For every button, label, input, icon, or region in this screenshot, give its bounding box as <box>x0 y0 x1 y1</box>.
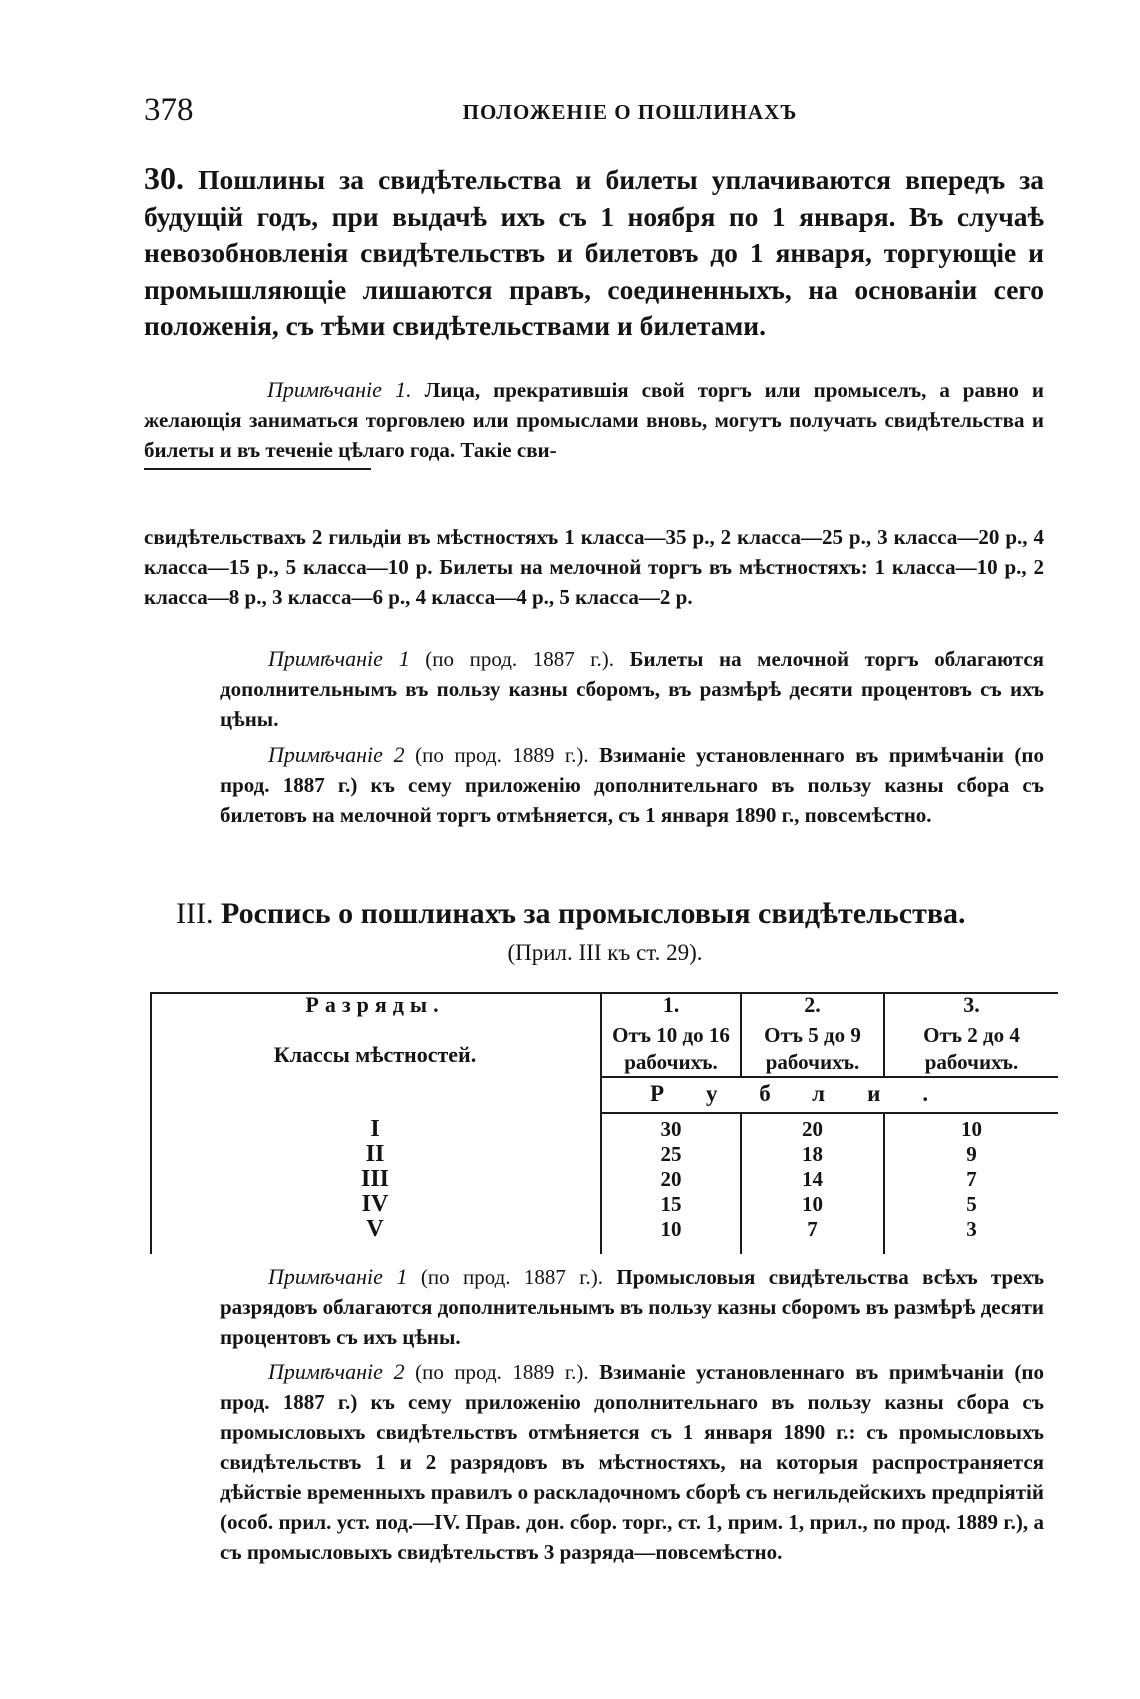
category-header-3 <box>885 1022 1058 1076</box>
class-column <box>150 1117 600 1242</box>
table-cell: 20 <box>660 1167 682 1191</box>
table-cell: 7 <box>966 1167 977 1191</box>
table-note-1-ref: (по прод. 1887 г.). <box>420 1265 604 1289</box>
table-cell: 10 <box>660 1217 682 1241</box>
running-title: ПОЛОЖЕНІЕ О ПОШЛИНАХЪ <box>462 100 798 124</box>
fee-table <box>150 992 1058 1254</box>
table-note-2 <box>220 1357 1044 1567</box>
category-range: Отъ 2 до 4 <box>923 1023 1020 1047</box>
footnote-note-1-text: Билеты на мелочной торгъ облагаются дополнительнымъ въ пользу казны сборомъ, въ размѣрѣ десяти процентовъ съ ихъ цѣны. <box>220 647 1045 731</box>
footnote-rule <box>144 468 371 470</box>
footnote-note-2-text: Взиманіе установленнаго въ примѣчаніи (по прод. 1887 г.) къ сему приложенію дополнительнаго въ пользу казны сбора съ билетовъ на мелочной торгъ отмѣняется, съ 1 января 1890 г., повсемѣстно. <box>220 743 1045 827</box>
category-number: 2. <box>804 992 821 1017</box>
section-numeral: III. <box>176 897 214 930</box>
table-cell: 10 <box>961 1117 982 1141</box>
table-cell: 15 <box>660 1192 682 1216</box>
table-cell: 5 <box>966 1192 977 1216</box>
footnote-note-2-label: Примѣчаніе 2 <box>268 742 405 767</box>
table-note-2-ref: (по прод. 1889 г.). <box>415 1360 589 1384</box>
category-range: Отъ 10 до 16 <box>612 1023 730 1047</box>
table-row-class: IV <box>361 1191 389 1217</box>
category-number: 3. <box>963 992 980 1017</box>
table-header-rule <box>602 1076 1058 1078</box>
article-text: Пошлины за свидѣтельства и билеты уплачиваются впередъ за будущій годъ, при выдачѣ ихъ съ 1 ноября по 1 января. Въ случаѣ невозобновленія свидѣтельствъ и билетовъ до 1 января, торгующіе и промышляющіе лишаются правъ, соединенныхъ, на основаніи сего положенія, съ тѣми свидѣтельствами и билетами. <box>144 164 1045 341</box>
table-cell: 30 <box>660 1117 682 1141</box>
note-1-label: Примѣчаніе 1. <box>267 377 412 402</box>
category-unit: рабочихъ. <box>924 1050 1019 1074</box>
table-cell: 10 <box>802 1192 823 1216</box>
table-cell: 25 <box>660 1142 682 1166</box>
table-cell: 20 <box>802 1117 823 1141</box>
category-header-1 <box>602 1022 740 1076</box>
section-subtitle: (Прил. III къ ст. 29). <box>507 940 703 965</box>
category-number: 1. <box>662 992 680 1017</box>
footnote-note-2-ref: (по прод. 1889 г.). <box>415 743 589 767</box>
table-cell: 3 <box>966 1217 977 1241</box>
section-heading <box>176 895 1036 933</box>
category-2-column <box>742 1117 883 1242</box>
category-unit: рабочихъ. <box>624 1050 718 1074</box>
note-1-text: Лица, прекратившія свой торгъ или промыселъ, а равно и желающія заниматься торговлею или промыслами вновь, могутъ получать свидѣтельства и билеты и въ теченіе цѣлаго года. Такіе сви- <box>144 378 1044 462</box>
section-title: Роспись о пошлинахъ за промысловыя свидѣтельства. <box>220 897 966 930</box>
table-row-class: I <box>370 1116 380 1142</box>
table-header-categories: Разряды. <box>305 992 445 1017</box>
table-row-class: III <box>360 1166 390 1192</box>
table-header-classes: Классы мѣстностей. <box>273 1042 477 1067</box>
footnote-note-2 <box>220 740 1044 830</box>
category-range: Отъ 5 до 9 <box>764 1023 861 1047</box>
table-cell: 9 <box>966 1142 977 1166</box>
table-note-1 <box>220 1262 1044 1352</box>
table-row-class: II <box>365 1141 385 1167</box>
footnote-text: свидѣтельствахъ 2 гильдіи въ мѣстностяхъ 1 класса—35 р., 2 класса—25 р., 3 класса—20 р., 4 класса—15 р., 5 класса—10 р. Билеты на мелочной торгъ въ мѣстностяхъ: 1 класса—10 р., 2 класса—8 р., 3 класса—6 р., 4 класса—4 р., 5 класса—2 р. <box>144 525 1044 609</box>
category-unit: рабочихъ. <box>765 1050 860 1074</box>
footnote-note-1-label: Примѣчаніе 1 <box>268 646 410 671</box>
table-note-2-text: Взиманіе установленнаго въ примѣчаніи (по прод. 1887 г.) къ сему приложенію дополнительнаго въ пользу казны сбора съ промысловыхъ свидѣтельствъ отмѣняется съ 1 января 1890 г.: съ промысловыхъ свидѣтельствъ 1 и 2 разрядовъ въ мѣстностяхъ, на которыя распространяется дѣйствіе временныхъ правилъ о раскладочномъ сборѣ съ негильдейскихъ предпріятій (особ. прил. уст. под.—IV. Прав. дон. сбор. торг., ст. 1, прим. 1, прил., по прод. 1889 г.), а съ промысловыхъ свидѣтельствъ 3 разряда—повсемѣстно. <box>220 1360 1045 1564</box>
footnote-note-1-ref: (по прод. 1887 г.). <box>425 647 615 671</box>
currency-label: Рубли. <box>650 1081 971 1106</box>
note-1 <box>144 375 1044 465</box>
category-3-column <box>885 1117 1058 1242</box>
table-currency-rule <box>602 1112 1058 1114</box>
table-note-1-text: Промысловыя свидѣтельства всѣхъ трехъ разрядовъ облагаются дополнительнымъ въ пользу казны сборомъ въ размѣрѣ десяти процентовъ съ ихъ цѣны. <box>220 1265 1045 1349</box>
table-note-2-label: Примѣчаніе 2 <box>268 1359 405 1384</box>
table-cell: 14 <box>802 1167 823 1191</box>
table-cell: 18 <box>802 1142 823 1166</box>
table-cell: 7 <box>807 1217 818 1241</box>
page-number: 378 <box>144 92 194 128</box>
category-header-2 <box>742 1022 883 1076</box>
table-row-class: V <box>366 1216 384 1242</box>
article-30 <box>144 160 1044 345</box>
article-number: 30. <box>144 160 184 196</box>
category-1-column <box>602 1117 740 1242</box>
table-note-1-label: Примѣчаніе 1 <box>268 1264 408 1289</box>
footnote-note-1 <box>220 644 1044 734</box>
